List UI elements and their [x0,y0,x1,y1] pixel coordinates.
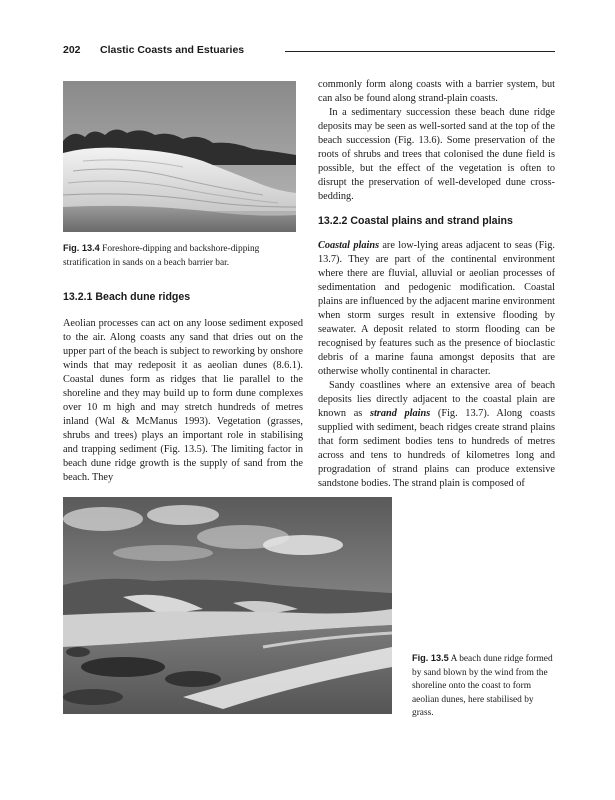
term-coastal-plains: Coastal plains [318,240,380,251]
page-number: 202 [63,44,81,56]
running-header [63,44,555,60]
term-strand-plains: strand plains [369,408,431,419]
strand-plains-paragraph [318,379,555,491]
header-rule [285,51,555,52]
strand-plains-text: (Fig. 13.7). Along coasts supplied with sediment, beach ridges create strand plains that form sediment bodies tens to hundreds of metres across and tens to hundreds of kilometres long and progradation of strand plains can produce extensive sandstone bodies. The strand plain is composed of [318,408,555,489]
figure-13-5-text: A beach dune ridge formed by sand blown by the wind from the shoreline onto the coast to form aeolian dunes, here stabilised by grass. [412,654,553,718]
figure-13-4-photo [63,81,296,232]
coastal-plains-paragraph [318,239,555,379]
section-13-2-1-heading: 13.2.1 Beach dune ridges [63,291,191,303]
coastal-plains-text: are low-lying areas adjacent to seas (Fig. 13.7). They are part of the continental environment where there are fluvial, alluvial or aeolian processes of sedimentation and pedogenic modification. Coastal plains are influenced by the adjacent marine environment when storm surges result in extensive flooding by seawater. A deposit related to storm flooding can be recognised by features such as the presence of bioclastic debris of a marine fauna amongst deposits that are otherwise wholly continental in character. [318,240,555,377]
figure-13-5-label: Fig. 13.5 [412,653,449,663]
right-column-upper-body [318,78,555,204]
beach-dune-ridge-photo-image [63,497,392,714]
left-column-body [63,317,303,485]
figure-13-4-caption [63,242,303,270]
beach-ridge-succession-paragraph: In a sedimentary succession these beach dune ridge deposits may be seen as well-sorted sand at the top of the beach succession (Fig. 13.6). Some preservation of the roots of shrubs and trees that colonised the dune field is possible, but the effect of the vegetation is often to disrupt the preservation of well-developed dune cross-bedding. [318,107,555,202]
figure-13-5-caption [412,652,555,721]
chapter-title: Clastic Coasts and Estuaries [100,44,245,56]
section-13-2-2-heading: 13.2.2 Coastal plains and strand plains [318,215,513,227]
figure-13-5-photo [63,497,392,714]
right-column-lower-body [318,239,555,491]
figure-13-4-label: Fig. 13.4 [63,243,100,253]
strand-plains-intro: Sandy coastlines where an extensive area of beach deposits lies directly adjacent to the coastal plain are known as [318,380,555,419]
figure-13-4-text: Foreshore-dipping and backshore-dipping stratification in sands on a beach barrier bar. [63,244,260,268]
continued-paragraph: commonly form along coasts with a barrier system, but can also be found along strand-plain coasts. [318,79,555,104]
beach-barrier-photo-image [63,81,296,232]
section-13-2-1-paragraph-1: Aeolian processes can act on any loose sediment exposed to the air. Along coasts any sand that dries out on the upper part of the beach is subject to reworking by onshore winds that may redeposit it as aeolian dunes (8.6.1). Coastal dunes form as ridges that lie parallel to the shoreline and they may build up to form dune complexes over 10 m high and may stretch hundreds of metres inland (Wal & McManus 1993). Vegetation (grasses, shrubs and trees) plays an important role in stabilising and trapping sediment (Fig. 13.5). The limiting factor in beach dune ridge growth is the supply of sand from the beach. They [63,318,303,483]
